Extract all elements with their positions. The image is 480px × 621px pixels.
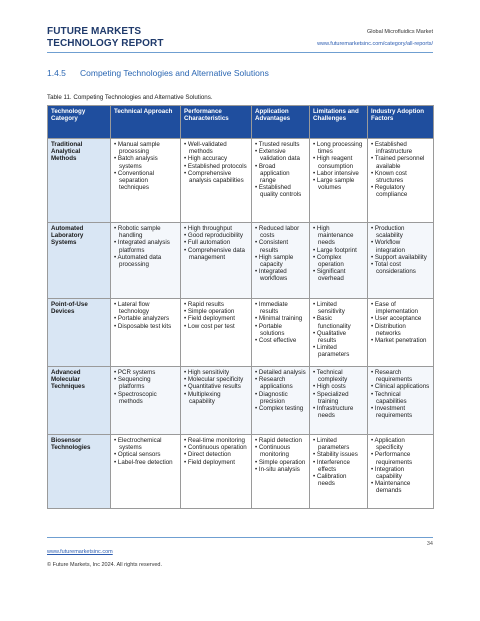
bullet-item: • Continuous operation <box>184 444 247 452</box>
bullet-item: • High costs <box>313 383 346 391</box>
bullet-item: • Spectroscopic methods <box>114 390 157 405</box>
bullet-item: • Established infrastructure <box>371 141 413 156</box>
table-cell <box>111 139 181 223</box>
bullet-item: • Direct detection <box>184 451 231 459</box>
bullet-item: • Stability issues <box>313 451 358 459</box>
table-cell <box>181 367 252 435</box>
bullet-item: • Molecular specificity <box>184 376 244 384</box>
bullet-item: • Minimal training <box>255 315 303 323</box>
bullet-item: • Calibration needs <box>313 473 347 488</box>
table-cell <box>111 367 181 435</box>
bullet-item: • Real-time monitoring <box>184 437 245 444</box>
bullet-item: • Portable solutions <box>255 322 285 337</box>
bullet-item: • High accuracy <box>184 155 228 163</box>
table-cell <box>310 299 368 367</box>
table-row <box>48 435 434 509</box>
bullet-item: • Disposable test kits <box>114 322 172 330</box>
table-cell <box>252 367 310 435</box>
bullet-item: • Sequencing platforms <box>114 376 151 391</box>
bullet-item: • Research applications <box>255 376 293 391</box>
bullet-item: • Field deployment <box>184 458 236 466</box>
table-cell <box>368 367 434 435</box>
header-url-link[interactable]: www.futuremarketsinc.com/category/all-reports/ <box>317 41 433 47</box>
page-number: 34 <box>426 541 433 547</box>
table-cell <box>181 223 252 299</box>
bullet-item: • Support availability <box>371 253 427 261</box>
footer-website-link[interactable]: www.futuremarketsinc.com <box>47 549 113 555</box>
bullet-item: • Continuous monitoring <box>255 444 291 459</box>
table-row <box>48 223 434 299</box>
bullet-item: • Large footprint <box>313 246 357 254</box>
bullet-item: • Performance requirements <box>371 451 413 466</box>
header-cell: Industry Adoption Factors <box>368 106 434 139</box>
table-cell <box>310 435 368 509</box>
bullet-item: • Clinical applications <box>371 383 430 391</box>
table-cell <box>368 299 434 367</box>
bullet-item: • Cost effective <box>255 337 297 345</box>
bullet-item: • Integrated analysis platforms <box>114 239 170 254</box>
bullet-item: • Complex operation <box>313 253 344 269</box>
bullet-item: • Technical capabilities <box>371 390 407 405</box>
technology-category-cell: Point-of-Use Devices <box>48 299 111 367</box>
bullet-item: • Good reproducibility <box>184 232 243 240</box>
section-heading <box>47 68 269 78</box>
bullet-item: • Application specificity <box>371 437 405 452</box>
bullet-item: • Maintenance demands <box>371 480 411 495</box>
header-divider <box>47 52 433 53</box>
bullet-item: • Regulatory compliance <box>371 184 408 199</box>
table-cell <box>111 435 181 509</box>
bullet-item: • Investment requirements <box>371 405 413 420</box>
table-cell <box>252 139 310 223</box>
bullet-item: • Trusted results <box>255 141 300 148</box>
bullet-item: • Trained personnel available <box>371 155 425 170</box>
footer-divider <box>47 537 433 538</box>
bullet-item: • High sensitivity <box>184 369 230 376</box>
header-cell: Technical Approach <box>111 106 181 139</box>
bullet-item: • Market penetration <box>371 337 427 345</box>
technology-category-cell: Automated Laboratory Systems <box>48 223 111 299</box>
brand-logo <box>47 26 164 50</box>
bullet-item: • Significant overhead <box>313 268 346 283</box>
bullet-item: • Rapid results <box>184 301 224 308</box>
bullet-item: • Label-free detection <box>114 458 173 466</box>
table-cell <box>368 435 434 509</box>
technology-category-cell: Traditional Analytical Methods <box>48 139 111 223</box>
bullet-item: • Research requirements <box>371 369 413 384</box>
technology-category-cell: Biosensor Technologies <box>48 435 111 509</box>
bullet-item: • Limited parameters <box>313 344 350 359</box>
bullet-item: • Labor intensive <box>313 169 359 177</box>
table-cell <box>368 139 434 223</box>
technology-category-cell: Advanced Molecular Techniques <box>48 367 111 435</box>
bullet-item: • Rapid detection <box>255 437 302 444</box>
table-cell <box>310 139 368 223</box>
bullet-item: • High maintenance needs <box>313 225 354 247</box>
bullet-item: • Qualitative results <box>313 329 347 345</box>
bullet-item: • Detailed analysis <box>255 369 306 376</box>
bullet-item: • Comprehensive data management <box>184 246 245 261</box>
bullet-item: • Specialized training <box>313 390 349 405</box>
bullet-item: • Simple operation <box>255 458 306 466</box>
bullet-item: • Optical sensors <box>114 451 161 459</box>
document-title: Global Microfluidics Market <box>366 29 433 35</box>
bullet-item: • Lateral flow technology <box>114 301 150 316</box>
header-cell: Limitations and Challenges <box>310 106 368 139</box>
competing-technologies-table <box>47 105 434 509</box>
bullet-item: • High reagent consumption <box>313 155 354 170</box>
bullet-item: • Multiplexing capability <box>184 390 221 405</box>
bullet-item: • Established quality controls <box>255 184 302 199</box>
bullet-item: • Basic functionality <box>313 315 351 330</box>
bullet-item: • Field deployment <box>184 315 236 323</box>
header-cell: Application Advantages <box>252 106 310 139</box>
bullet-item: • Simple operation <box>184 308 235 316</box>
table-cell <box>252 223 310 299</box>
table-row <box>48 299 434 367</box>
bullet-item: • Automated data processing <box>114 253 162 269</box>
bullet-item: • Workflow integration <box>371 239 405 254</box>
bullet-item: • Limited parameters <box>313 437 350 452</box>
section-number: 1.4.5 <box>47 68 66 78</box>
table-header-row <box>48 106 434 139</box>
bullet-item: • High sample capacity <box>255 253 294 269</box>
bullet-item: • Production scalability <box>371 225 405 240</box>
bullet-item: • Consistent results <box>255 239 289 254</box>
table-cell <box>252 299 310 367</box>
bullet-item: • Immediate results <box>255 301 288 316</box>
bullet-item: • Ease of implementation <box>371 301 418 316</box>
bullet-item: • PCR systems <box>114 369 156 376</box>
bullet-item: • Complex testing <box>255 405 304 413</box>
bullet-item: • Integration capability <box>371 465 405 481</box>
bullet-item: • Total cost considerations <box>371 261 416 276</box>
bullet-item: • Established protocols <box>184 162 247 170</box>
table-cell <box>368 223 434 299</box>
header-cell: Technology Category <box>48 106 111 139</box>
bullet-item: • Low cost per test <box>184 322 235 330</box>
bullet-item: • Quantitative results <box>184 383 241 391</box>
table-cell <box>181 139 252 223</box>
header-cell: Performance Characteristics <box>181 106 252 139</box>
bullet-item: • Limited sensitivity <box>313 301 345 316</box>
bullet-item: • Batch analysis systems <box>114 155 158 170</box>
bullet-item: • User acceptance <box>371 315 422 323</box>
bullet-item: • Integrated workflows <box>255 268 288 283</box>
bullet-item: • Interference effects <box>313 458 350 473</box>
bullet-item: • Robotic sample handling <box>114 225 161 240</box>
bullet-item: • In-situ analysis <box>255 465 300 473</box>
bullet-item: • Manual sample processing <box>114 141 160 156</box>
bullet-item: • Diagnostic precision <box>255 390 288 405</box>
bullet-item: • Well-validated methods <box>184 141 227 156</box>
bullet-item: • Portable analyzers <box>114 315 170 323</box>
bullet-item: • Conventional separation techniques <box>114 169 155 192</box>
bullet-item: • Infrastructure needs <box>313 405 354 420</box>
table-row <box>48 367 434 435</box>
bullet-item: • Distribution networks <box>371 322 406 337</box>
bullet-item: • Reduced labor costs <box>255 225 300 240</box>
table-cell <box>181 435 252 509</box>
bullet-item: • Extensive validation data <box>255 148 300 163</box>
table-cell <box>310 223 368 299</box>
table-row <box>48 139 434 223</box>
footer-copyright: © Future Markets, Inc 2024. All rights reserved. <box>47 562 163 568</box>
bullet-item: • Large sample volumes <box>313 177 355 192</box>
table-cell <box>111 223 181 299</box>
brand-line-1: FUTURE MARKETS <box>47 26 142 37</box>
bullet-item: • Broad application range <box>255 162 290 185</box>
table-cell <box>111 299 181 367</box>
table-cell <box>310 367 368 435</box>
section-title: Competing Technologies and Alternative Solutions <box>80 68 269 78</box>
bullet-item: • High throughput <box>184 225 232 232</box>
table-caption: Table 11. Competing Technologies and Alternative Solutions. <box>47 94 213 101</box>
bullet-item: • Comprehensive analysis capabilities <box>184 169 244 185</box>
bullet-item: • Known cost structures <box>371 169 407 185</box>
bullet-item: • Electrochemical systems <box>114 437 162 452</box>
table-cell <box>181 299 252 367</box>
brand-line-2: TECHNOLOGY REPORT <box>47 38 164 49</box>
table-cell <box>252 435 310 509</box>
bullet-item: • Long processing times <box>313 141 363 156</box>
bullet-item: • Technical complexity <box>313 369 348 384</box>
bullet-item: • Full automation <box>184 239 231 247</box>
